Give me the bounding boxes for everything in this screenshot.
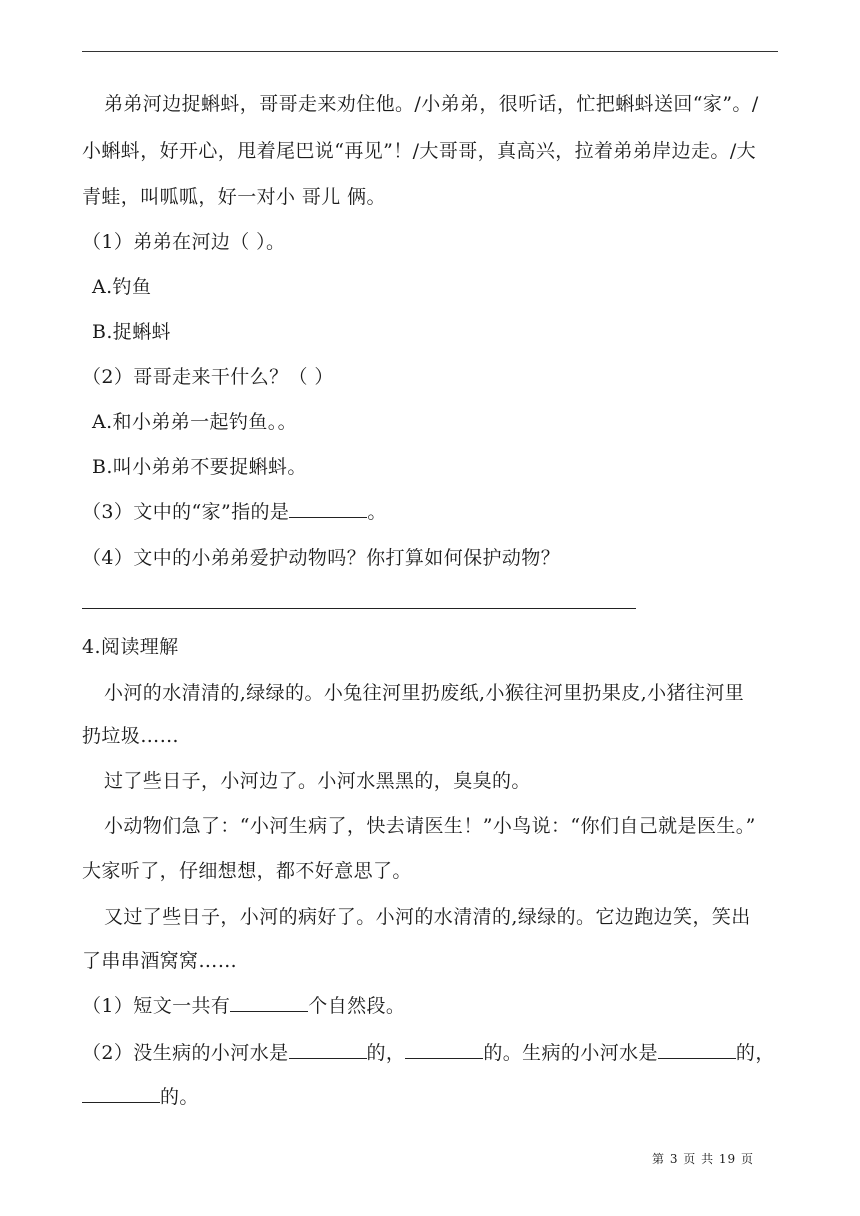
question-text: 。 [367,501,387,523]
question-text: 的。 [160,1086,199,1108]
header-rule [82,51,778,52]
passage-line: 小动物们急了：“小河生病了，快去请医生！”小鸟说：“你们自己就是医生。” [104,815,756,837]
section-title: 4.阅读理解 [82,636,179,658]
question-text: 的。生病的小河水是 [483,1042,658,1064]
passage-line: 扔垃圾…… [82,725,180,747]
passage-line: 弟弟河边捉蝌蚪，哥哥走来劝住他。/小弟弟，很听话，忙把蝌蚪送回“家”。/ [104,93,759,115]
passage-line: 小河的水清清的,绿绿的。小兔往河里扔废纸,小猴往河里扔果皮,小猪往河里 [104,682,745,704]
question-text: 的， [366,1042,406,1064]
option-a[interactable]: A.钓鱼 [92,276,152,298]
question-fill-blank [82,499,387,525]
answer-blank[interactable] [289,499,367,518]
option-a[interactable]: A.和小弟弟一起钓鱼。。 [92,411,298,433]
question-fill-blank [82,993,405,1019]
question-fill-blank [82,1040,775,1066]
answer-blank[interactable] [289,1040,367,1059]
answer-blank[interactable] [658,1040,736,1059]
passage-line: 小蝌蚪，好开心，甩着尾巴说“再见”！/大哥哥，真高兴，拉着弟弟岸边走。/大 [82,140,757,162]
option-b[interactable]: B.叫小弟弟不要捉蝌蚪。 [92,456,307,478]
question-text: （3）文中的“家”指的是 [82,501,290,523]
answer-blank[interactable] [405,1040,483,1059]
passage-line: 又过了些日子，小河的病好了。小河的水清清的,绿绿的。它边跑边笑，笑出 [104,906,751,928]
passage-line: 了串串酒窝窝…… [82,950,238,972]
passage-line: 青蛙，叫呱呱，好一对小 哥儿 俩。 [82,186,386,208]
question-stem: （2）哥哥走来干什么？（ ） [82,366,334,388]
question-fill-blank [82,1084,199,1110]
answer-blank[interactable] [82,1084,160,1103]
question-stem: （1）弟弟在河边（ ）。 [82,231,286,253]
answer-line[interactable] [82,608,636,609]
page-number: 第 3 页 共 19 页 [652,1152,754,1166]
passage-line: 大家听了，仔细想想，都不好意思了。 [82,860,412,882]
question-text: 的， [735,1042,775,1064]
option-b[interactable]: B.捉蝌蚪 [92,321,172,343]
question-text: （1）短文一共有 [82,995,231,1017]
passage-line: 过了些日子，小河边了。小河水黑黑的，臭臭的。 [104,770,531,792]
question-text: （2）没生病的小河水是 [82,1042,289,1064]
question-text: 个自然段。 [308,995,406,1017]
question-stem: （4）文中的小弟弟爱护动物吗？你打算如何保护动物？ [82,547,561,569]
answer-blank[interactable] [230,993,308,1012]
